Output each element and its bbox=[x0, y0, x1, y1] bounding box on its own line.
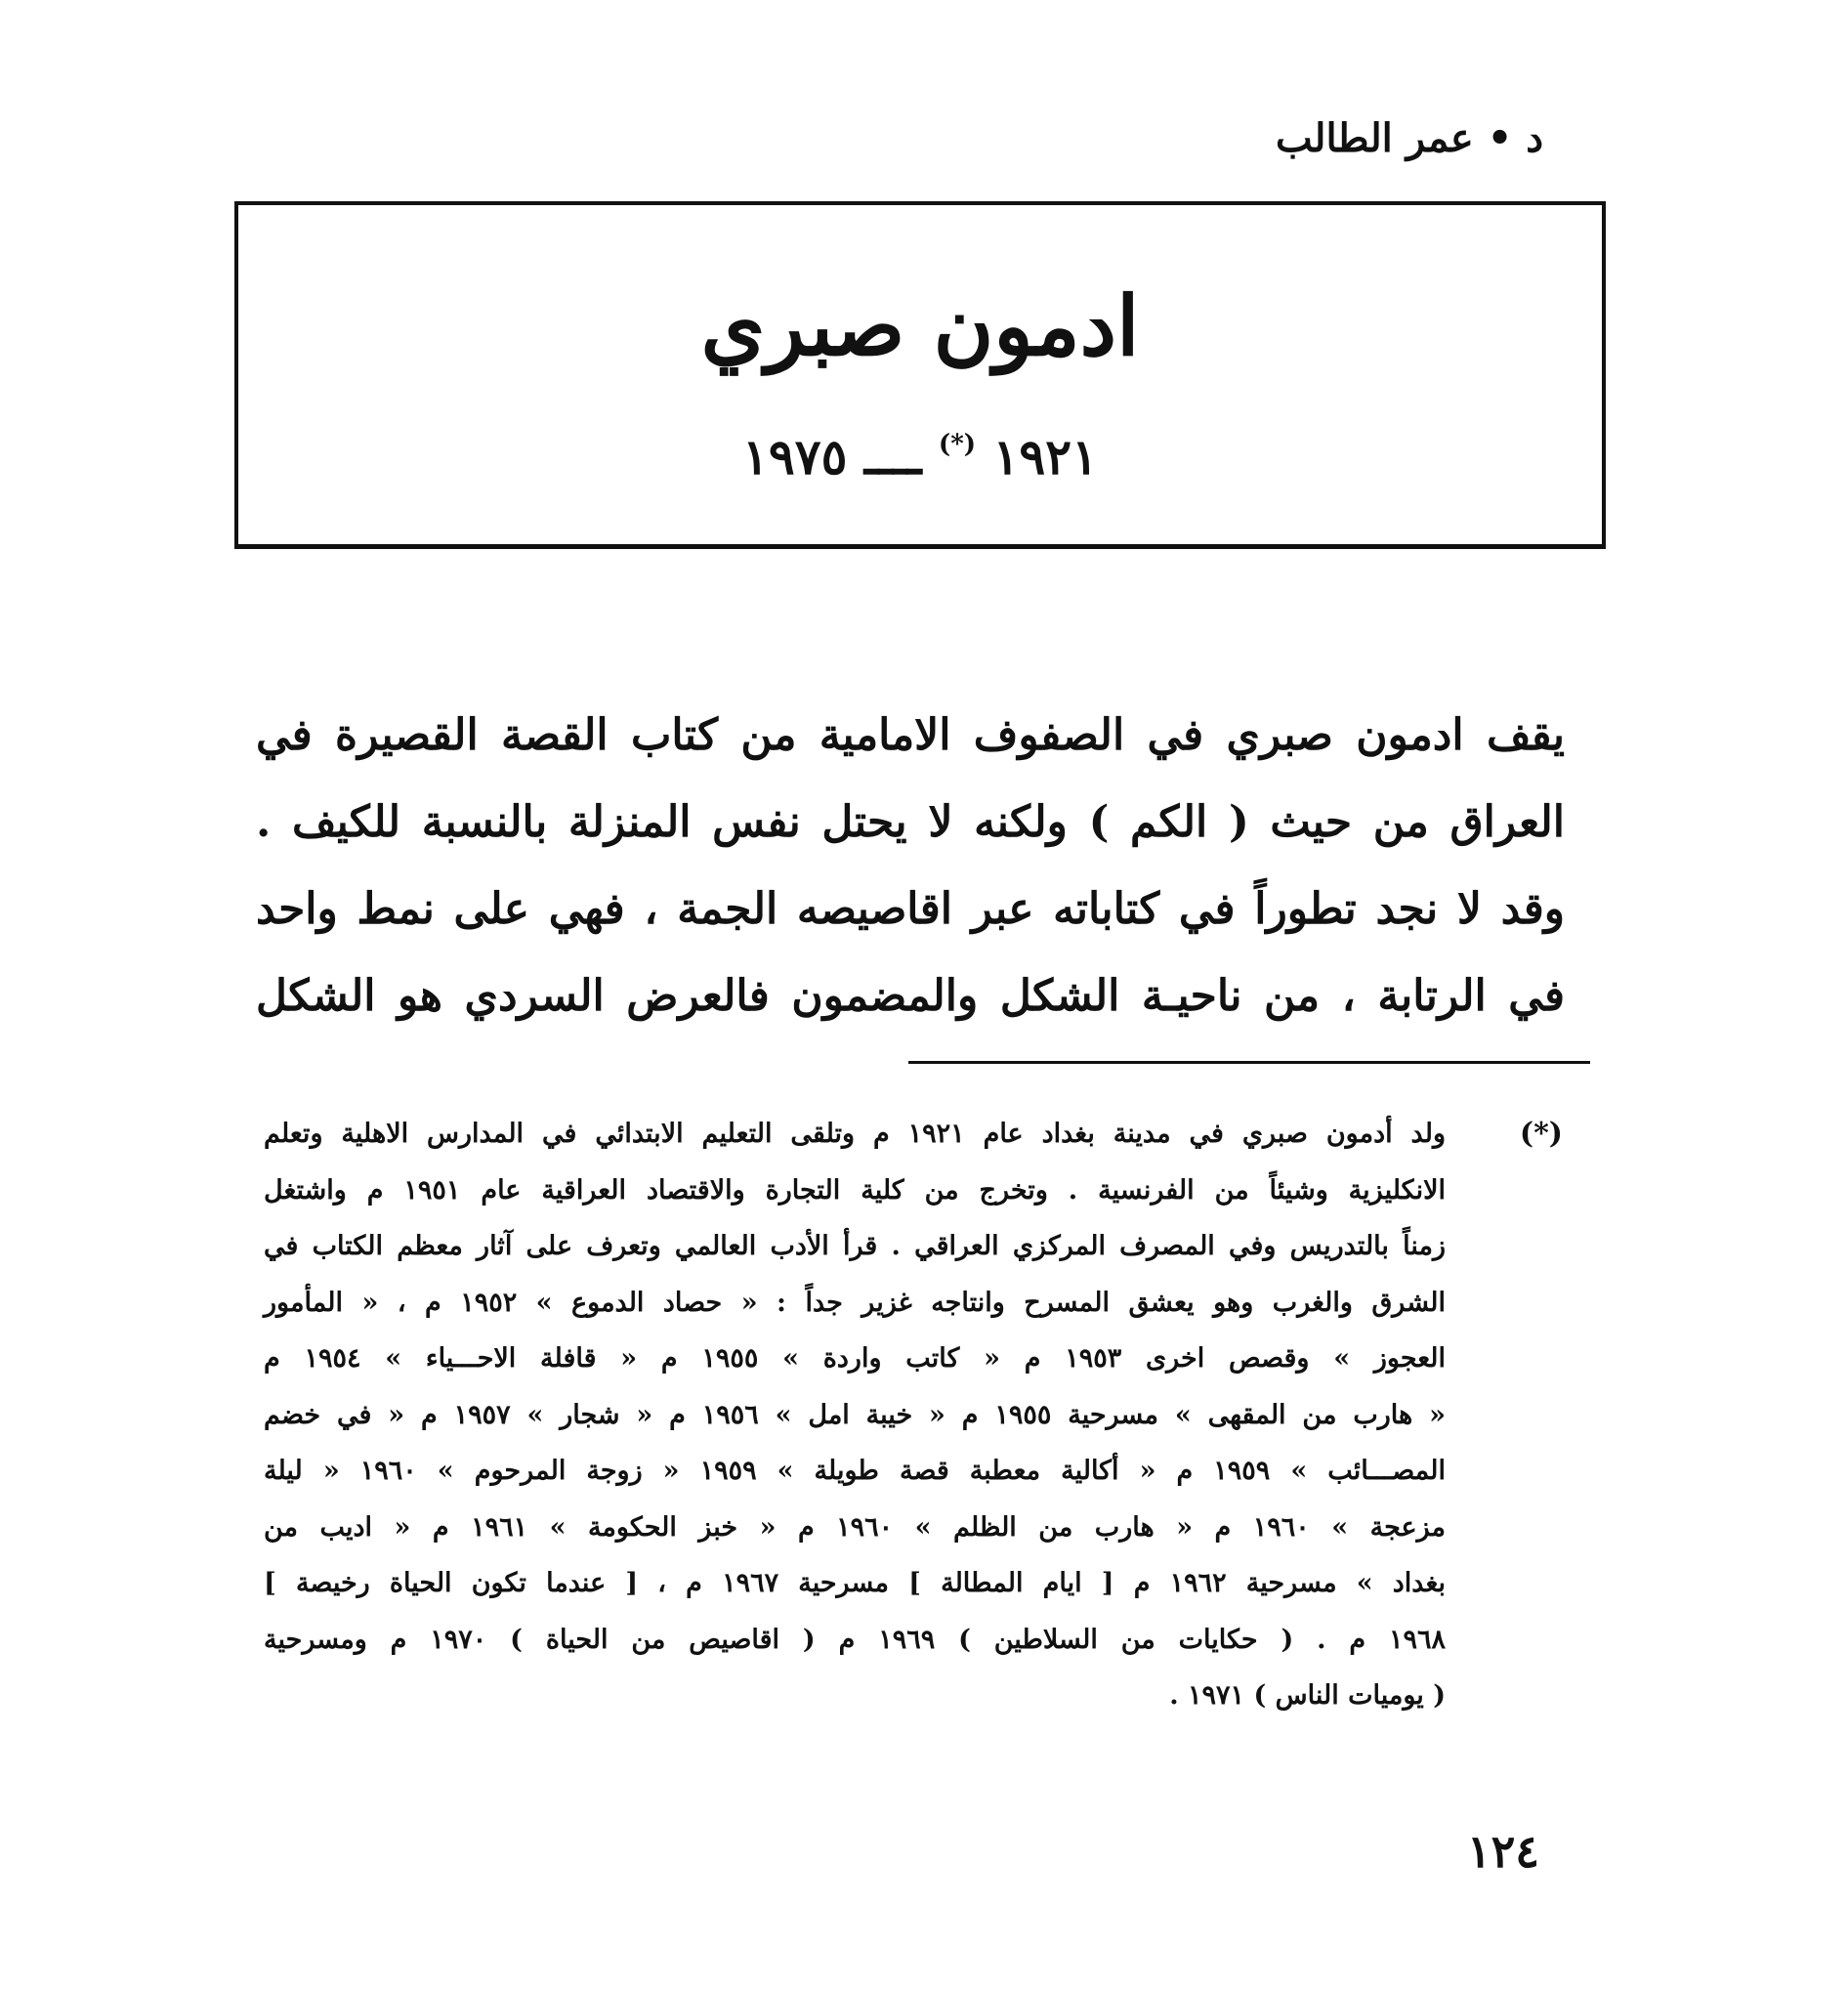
life-dates bbox=[238, 428, 1602, 486]
chapter-title: ادمون صبري bbox=[700, 277, 1140, 374]
footnote-line: « هارب من المقهى » مسرحية ١٩٥٥ م « خيبة امل » ١٩٥٦ م « شجار » ١٩٥٧ م « في خضم bbox=[264, 1399, 1446, 1430]
footnote-line: ١٩٦٨ م . ( حكايات من السلاطين ) ١٩٦٩ م ( اقاصيص من الحياة ) ١٩٧٠ م ومسرحية bbox=[264, 1624, 1447, 1655]
dates-dash: ــــ bbox=[847, 428, 922, 486]
footnote-line: الانكليزية وشيئاً من الفرنسية . وتخرج من كلية التجارة والاقتصاد العراقية عام ١٩٥١ م واشتغل bbox=[264, 1174, 1446, 1206]
footnote bbox=[264, 1106, 1563, 1724]
footnote-line: بغداد » مسرحية ١٩٦٢ م [ ايام المطالة ] مسرحية ١٩٦٧ م ، [ عندما تكون الحياة رخيصة ] bbox=[264, 1568, 1447, 1598]
footnote-line: زمناً بالتدريس وفي المصرف المركزي العراقي . قرأ الأدب العالمي وتعرف على آثار معظم الكتاب في bbox=[264, 1231, 1446, 1261]
title-box bbox=[234, 201, 1606, 549]
footnote-line: المصـــائب » ١٩٥٩ م « أكالية معطبة قصة طويلة » ١٩٥٩ « زوجة المرحوم » ١٩٦٠ « ليلة bbox=[264, 1456, 1446, 1486]
footnote-line: ( يوميات الناس ) ١٩٧١ . bbox=[1169, 1680, 1446, 1711]
footnote-line: ولد أدمون صبري في مدينة بغداد عام ١٩٢١ م وتلقى التعليم الابتدائي في المدارس الاهلية وتعلم bbox=[264, 1119, 1446, 1149]
footnote-marker: (*) bbox=[1519, 1117, 1563, 1151]
death-year: ١٩٧٥ bbox=[742, 428, 848, 486]
footnote-reference: (*) bbox=[938, 430, 977, 459]
body-line: وقد لا نجد تطوراً في كتاباته عبر اقاصيصه الجمة ، فهي على نمط واحد bbox=[256, 884, 1565, 934]
footnote-lines bbox=[264, 1106, 1446, 1724]
body-text bbox=[256, 692, 1565, 1039]
body-line: يقف ادمون صبري في الصفوف الامامية من كتاب القصة القصيرة في bbox=[256, 710, 1565, 760]
body-line: العراق من حيث ( الكم ) ولكنه لا يحتل نفس المنزلة بالنسبة للكيف . bbox=[256, 797, 1565, 847]
footnote-divider bbox=[908, 1061, 1590, 1064]
birth-year: ١٩٢١ bbox=[992, 428, 1098, 486]
running-head: د • عمر الطالب bbox=[1276, 115, 1543, 161]
page-number: ١٢٤ bbox=[1466, 1825, 1539, 1878]
body-line: في الرتابة ، من ناحيـة الشكل والمضمون فالعرض السردي هو الشكل bbox=[256, 971, 1565, 1021]
footnote-line: مزعجة » ١٩٦٠ م « هارب من الظلم » ١٩٦٠ م « خبز الحكومة » ١٩٦١ م « اديب من bbox=[264, 1511, 1446, 1543]
footnote-line: العجوز » وقصص اخرى ١٩٥٣ م « كاتب واردة » ١٩٥٥ م « قافلة الاحـــياء » ١٩٥٤ م bbox=[264, 1343, 1446, 1374]
footnote-line: الشرق والغرب وهو يعشق المسرح وانتاجه غزير جداً : « حصاد الدموع » ١٩٥٢ م ، « المأمور bbox=[264, 1287, 1447, 1318]
